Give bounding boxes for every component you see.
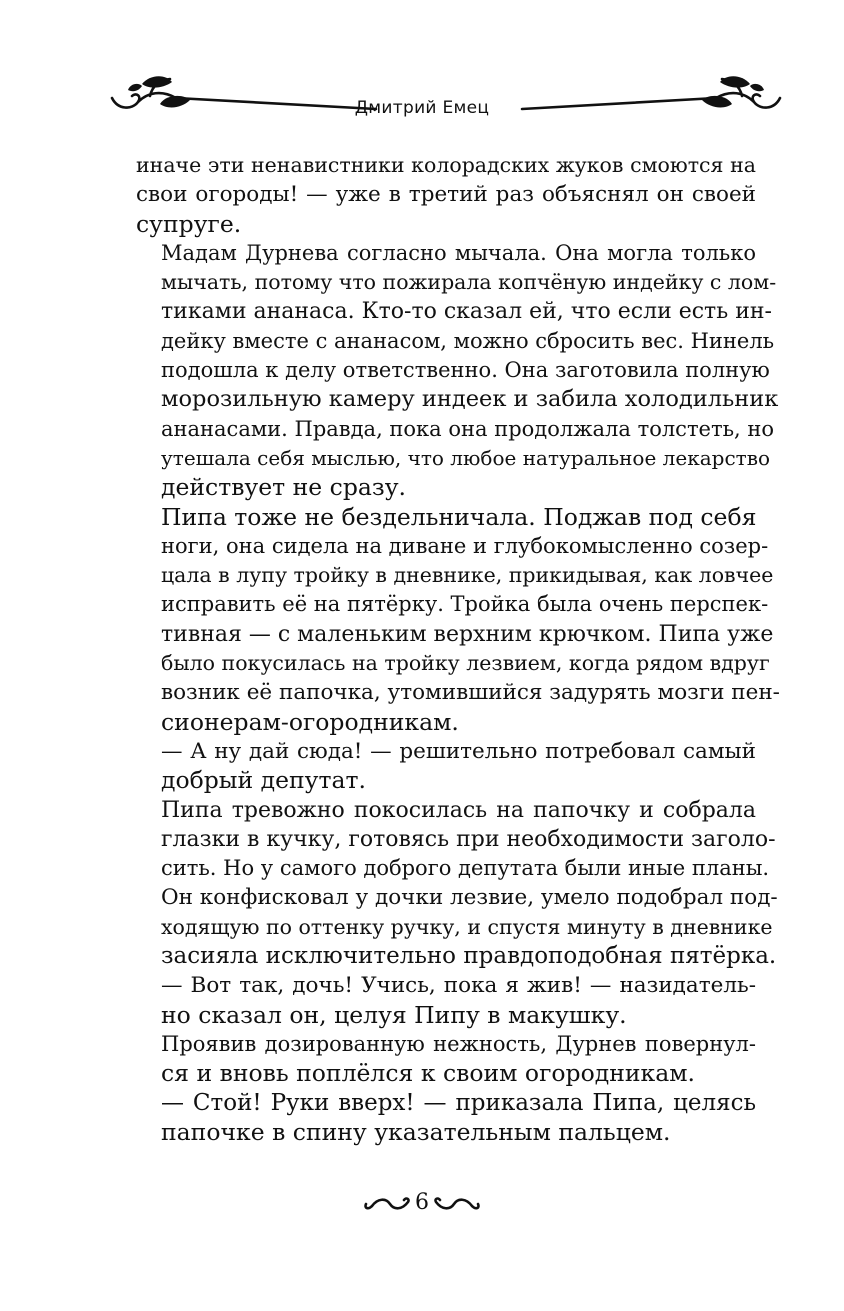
text-line: действует не сразу. [161, 473, 407, 502]
author-name: Дмитрий Емец [354, 98, 490, 118]
text-line: добрый депутат. [161, 766, 366, 795]
text-line: Он конфисковал у дочки лезвие, умело подобрал под- [161, 885, 778, 911]
paragraph [136, 971, 756, 1030]
text-line: цала в лупу тройку в дневнике, прикидывая, как ловчее [161, 563, 774, 588]
text-line: возник её папочка, утомившийся задурять мозги пен- [161, 680, 780, 706]
text-line: Проявив дозированную нежность, Дурнев повернул- [161, 1031, 756, 1056]
paragraph [136, 502, 780, 737]
text-line: — Стой! Руки вверх! — приказала Пипа, целясь [161, 1089, 756, 1116]
header-ornament-icon [0, 62, 844, 132]
text-line: Мадам Дурнева согласно мычала. Она могла только [161, 240, 756, 265]
text-line: папочке в спину указательным пальцем. [161, 1117, 671, 1146]
text-line: было покусилась на тройку лезвием, когда рядом вдруг [161, 651, 770, 676]
body-text [136, 151, 780, 1147]
text-line: тивная — с маленьким верхним крючком. Пипа уже [161, 621, 774, 647]
page-number: 6 [415, 1190, 429, 1215]
text-line: ананасами. Правда, пока она продолжала толстеть, но [161, 416, 775, 441]
text-line: Пипа тревожно покосилась на папочку и собрала [161, 797, 756, 823]
text-line: морозильную камеру индеек и забила холодильник [161, 386, 779, 413]
text-line: ходящую по оттенку ручку, и спустя минуту в дневнике [161, 914, 773, 939]
paragraph [136, 239, 779, 503]
text-line: ся и вновь поплёлся к своим огородникам. [161, 1059, 695, 1088]
text-line: — А ну дай сюда! — решительно потребовал самый [161, 738, 756, 764]
text-line: подошла к делу ответственно. Она заготовила полную [161, 358, 770, 383]
text-line: засияла исключительно правдоподобная пятёрка. [161, 943, 777, 970]
paragraph [136, 737, 756, 796]
text-line: Пипа тоже не бездельничала. Поджав под себя [161, 502, 757, 531]
text-line: сить. Но у самого доброго депутата были иные планы. [161, 856, 770, 881]
paragraph [136, 1030, 756, 1089]
text-line: иначе эти ненавистники колорадских жуков смоются на [136, 153, 756, 177]
text-line: но сказал он, целуя Пипу в макушку. [161, 1000, 627, 1029]
text-line: тиками ананаса. Кто-то сказал ей, что если есть ин- [161, 299, 772, 325]
paragraph [136, 796, 778, 972]
text-line: — Вот так, дочь! Учись, пока я жив! — назидатель- [161, 973, 756, 999]
text-line: глазки в кучку, готовясь при необходимости заголо- [161, 826, 776, 852]
text-line: ноги, она сидела на диване и глубокомысленно созер- [161, 533, 769, 558]
text-line: исправить её на пятёрку. Тройка была очень перспек- [161, 592, 769, 617]
text-line: сионерам-огородникам. [161, 707, 459, 736]
text-line: дейку вместе с ананасом, можно сбросить вес. Нинель [161, 328, 775, 353]
paragraph [136, 151, 756, 239]
text-line: супруге. [136, 209, 242, 238]
text-line: мычать, потому что пожирала копчёную индейку с лом- [161, 270, 777, 295]
text-line: утешала себя мыслью, что любое натуральное лекарство [161, 445, 771, 470]
paragraph [136, 1089, 756, 1148]
page-footer [0, 1186, 844, 1226]
running-header [0, 62, 844, 132]
text-line: свои огороды! — уже в третий раз объяснял он своей [136, 182, 756, 208]
